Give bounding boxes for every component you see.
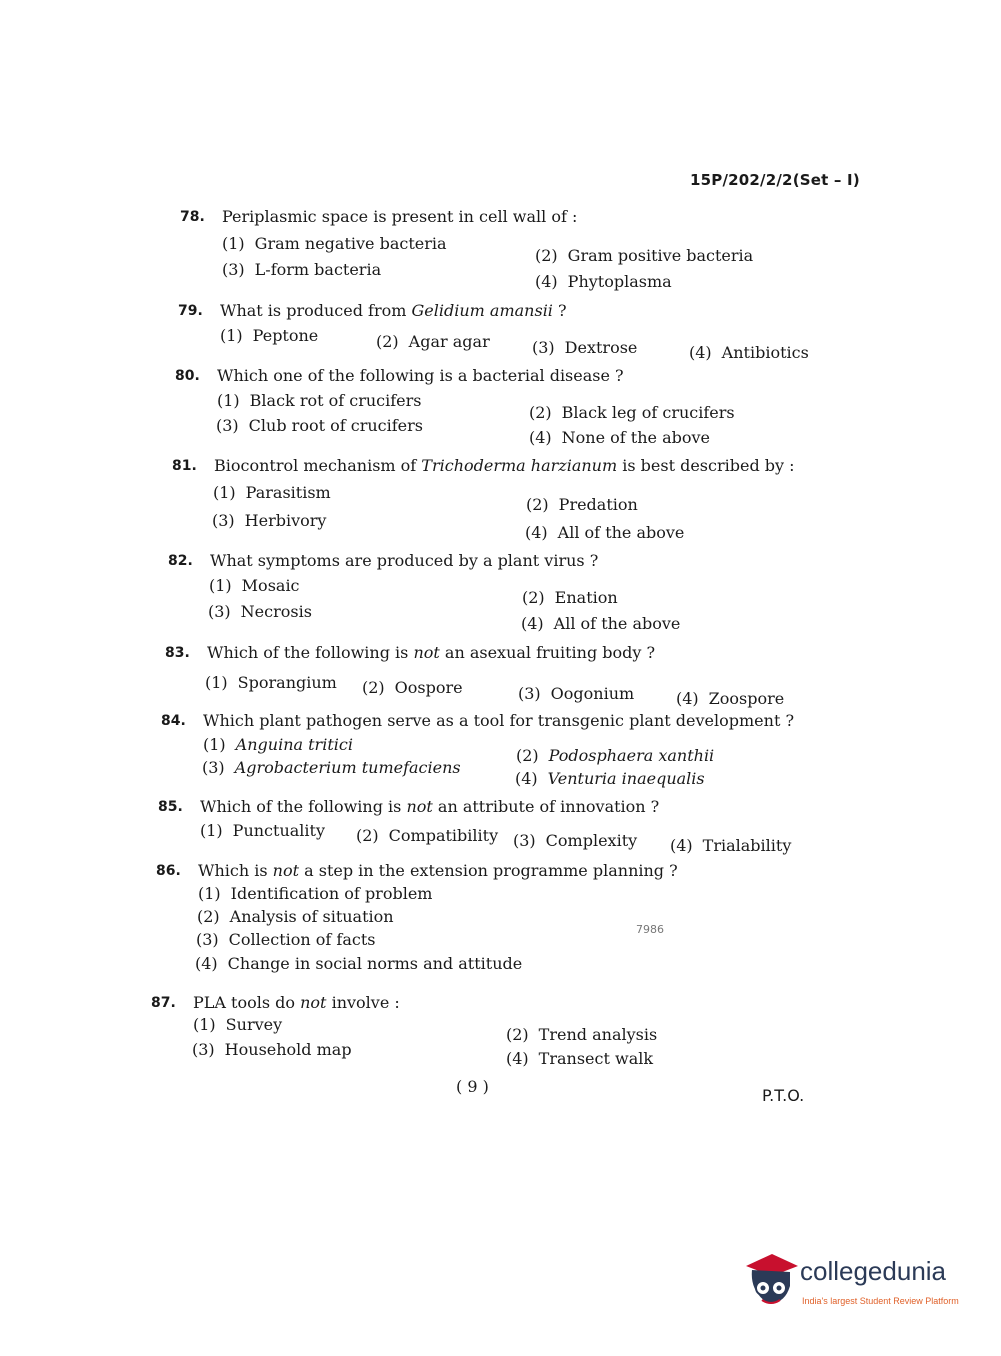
question-82 bbox=[168, 550, 599, 572]
pto-label: P.T.O. bbox=[762, 1086, 805, 1105]
option-2: (2) Black leg of crucifers bbox=[529, 403, 735, 422]
question-stem: PLA tools do not involve : bbox=[193, 993, 400, 1012]
collegedunia-logo bbox=[742, 1250, 972, 1320]
option-3: (3) Club root of crucifers bbox=[216, 416, 423, 435]
option-2: (2) Compatibility bbox=[356, 826, 499, 845]
brand-tagline: India's largest Student Review Platform bbox=[802, 1296, 959, 1306]
mascot-icon bbox=[742, 1250, 800, 1312]
question-stem: What symptoms are produced by a plant virus ? bbox=[210, 551, 599, 570]
option-1: (1) Peptone bbox=[220, 326, 319, 345]
question-stem: Biocontrol mechanism of Trichoderma harzianum is best described by : bbox=[214, 456, 795, 475]
option-1: (1) Black rot of crucifers bbox=[217, 391, 422, 410]
option-4: (4) Transect walk bbox=[506, 1049, 654, 1068]
option-1: (1) Survey bbox=[193, 1015, 283, 1034]
question-number: 87. bbox=[151, 995, 176, 1011]
question-84 bbox=[161, 710, 795, 732]
option-2: (2) Predation bbox=[526, 495, 638, 514]
option-3: (3) Collection of facts bbox=[196, 930, 376, 949]
question-78 bbox=[180, 206, 578, 228]
question-81 bbox=[172, 455, 795, 477]
question-stem: Which of the following is not an asexual fruiting body ? bbox=[207, 643, 656, 662]
question-stem: Periplasmic space is present in cell wall of : bbox=[222, 207, 578, 226]
option-3: (3) L-form bacteria bbox=[222, 260, 382, 279]
question-number: 85. bbox=[158, 799, 183, 815]
option-1: (1) Punctuality bbox=[200, 821, 325, 840]
option-2: (2) Trend analysis bbox=[506, 1025, 658, 1044]
question-stem: Which is not a step in the extension programme planning ? bbox=[198, 861, 678, 880]
question-80 bbox=[175, 365, 624, 387]
option-3: (3) Household map bbox=[192, 1040, 352, 1059]
paper-code: 15P/202/2/2(Set – I) bbox=[690, 171, 860, 189]
option-4: (4) None of the above bbox=[529, 428, 711, 447]
page-number: ( 9 ) bbox=[456, 1077, 489, 1096]
option-1: (1) Parasitism bbox=[213, 483, 331, 502]
option-4: (4) Phytoplasma bbox=[535, 272, 672, 291]
option-1: (1) Mosaic bbox=[209, 576, 300, 595]
question-stem: Which plant pathogen serve as a tool for transgenic plant development ? bbox=[203, 711, 795, 730]
question-stem: Which of the following is not an attribute of innovation ? bbox=[200, 797, 660, 816]
question-number: 79. bbox=[178, 303, 203, 319]
question-number: 84. bbox=[161, 713, 186, 729]
option-4: (4) Zoospore bbox=[676, 689, 785, 708]
option-1: (1) Anguina tritici bbox=[203, 735, 353, 754]
option-4: (4) All of the above bbox=[521, 614, 681, 633]
question-85 bbox=[158, 796, 660, 818]
option-4: (4) Change in social norms and attitude bbox=[195, 954, 523, 973]
option-3: (3) Herbivory bbox=[212, 511, 327, 530]
option-3: (3) Necrosis bbox=[208, 602, 312, 621]
question-number: 86. bbox=[156, 863, 181, 879]
option-1: (1) Sporangium bbox=[205, 673, 337, 692]
option-2: (2) Agar agar bbox=[376, 332, 490, 351]
question-stem: What is produced from Gelidium amansii ? bbox=[220, 301, 567, 320]
option-4: (4) Trialability bbox=[670, 836, 792, 855]
question-number: 78. bbox=[180, 209, 205, 225]
question-number: 83. bbox=[165, 645, 190, 661]
question-87 bbox=[151, 992, 400, 1014]
option-3: (3) Complexity bbox=[513, 831, 638, 850]
option-2: (2) Podosphaera xanthii bbox=[516, 746, 715, 765]
option-2: (2) Enation bbox=[522, 588, 618, 607]
option-4: (4) Venturia inaequalis bbox=[515, 769, 705, 788]
option-1: (1) Gram negative bacteria bbox=[222, 234, 447, 253]
question-86 bbox=[156, 860, 678, 882]
question-number: 82. bbox=[168, 553, 193, 569]
question-79 bbox=[178, 300, 567, 322]
option-2: (2) Analysis of situation bbox=[197, 907, 394, 926]
option-4: (4) Antibiotics bbox=[689, 343, 809, 362]
brand-name: collegedunia bbox=[800, 1256, 947, 1286]
question-stem: Which one of the following is a bacterial disease ? bbox=[217, 366, 624, 385]
option-2: (2) Oospore bbox=[362, 678, 463, 697]
question-number: 81. bbox=[172, 458, 197, 474]
question-number: 80. bbox=[175, 368, 200, 384]
option-3: (3) Agrobacterium tumefaciens bbox=[202, 758, 461, 777]
option-3: (3) Dextrose bbox=[532, 338, 638, 357]
question-83 bbox=[165, 642, 656, 664]
option-2: (2) Gram positive bacteria bbox=[535, 246, 754, 265]
option-1: (1) Identification of problem bbox=[198, 884, 433, 903]
stray-mark: 7986 bbox=[636, 923, 664, 936]
option-3: (3) Oogonium bbox=[518, 684, 635, 703]
option-4: (4) All of the above bbox=[525, 523, 685, 542]
